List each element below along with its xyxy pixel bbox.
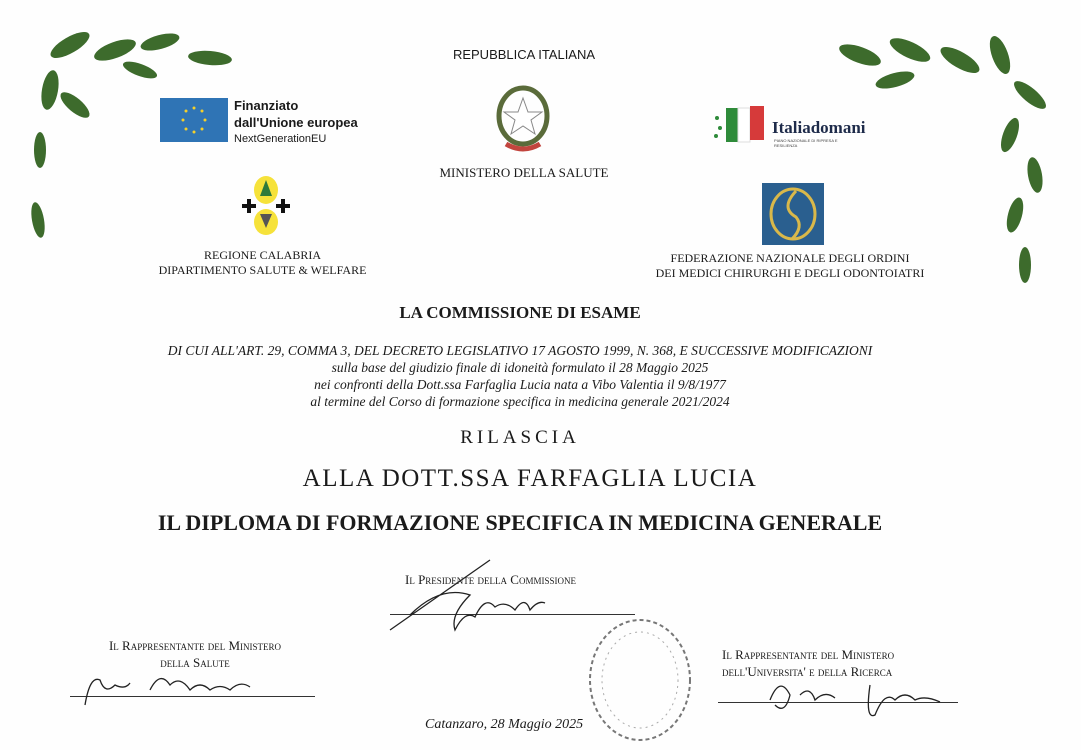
eu-funding-label (234, 97, 358, 148)
diploma-title: IL DIPLOMA DI FORMAZIONE SPECIFICA IN MEDICINA GENERALE (157, 510, 883, 535)
legal-line: al termine del Corso di formazione specifica in medicina generale 2021/2024 (310, 394, 730, 409)
university-rep-line1: Il Rappresentante del Ministero (722, 647, 895, 662)
health-rep-line1: Il Rappresentante del Ministero (108, 638, 282, 653)
university-rep-line2: dell'Universita' e della Ricerca (722, 664, 893, 679)
region-label (130, 248, 395, 278)
health-rep-signature (80, 665, 260, 710)
legal-text (100, 342, 940, 410)
legal-line: sulla base del giudizio finale di idoneità formulato il 28 Maggio 2025 (331, 360, 709, 375)
laurel-left-decoration (20, 20, 260, 280)
italiadomani-logo-icon (712, 104, 772, 146)
rilascia-heading: RILASCIA (460, 427, 580, 448)
recipient-name: ALLA DOTT.SSA FARFAGLIA LUCIA (302, 465, 758, 492)
legal-line: nei confronti della Dott.ssa Farfaglia Lucia nata a Vibo Valentia il 9/8/1977 (314, 377, 726, 392)
eu-line1: Finanziato (234, 98, 299, 113)
federation-line1: FEDERAZIONE NAZIONALE DEGLI ORDINI (670, 251, 910, 265)
eu-line3: NextGenerationEU (234, 133, 327, 145)
federation-logo-icon (762, 183, 824, 245)
president-label: Il Presidente della Commissione (405, 572, 576, 587)
italian-emblem-icon (488, 84, 558, 156)
official-stamp (585, 615, 695, 745)
federation-line2: DEI MEDICI CHIRURGHI E DEGLI ODONTOIATRI (655, 266, 925, 280)
commission-heading: LA COMMISSIONE DI ESAME (399, 303, 641, 322)
ministry-heading: MINISTERO DELLA SALUTE (439, 165, 609, 180)
federation-label (640, 251, 940, 281)
legal-line: DI CUI ALL'ART. 29, COMMA 3, DEL DECRETO LEGISLATIVO 17 AGOSTO 1999, N. 368, E SUCCESSIVE MODIFICAZIONI (167, 343, 873, 358)
health-rep-line2: della Salute (160, 655, 230, 670)
president-signature (380, 555, 580, 640)
republic-heading: REPUBBLICA ITALIANA (452, 47, 596, 62)
calabria-emblem-icon (236, 176, 296, 236)
region-line2: DIPARTIMENTO SALUTE & WELFARE (158, 263, 367, 277)
italiadomani-name: Italiadomani (772, 118, 866, 137)
italiadomani-sub: PIANO NAZIONALE DI RIPRESA E RESILIENZA (774, 138, 838, 148)
eu-flag-icon (160, 98, 228, 142)
region-line1: REGIONE CALABRIA (204, 248, 321, 262)
eu-line2: dall'Unione europea (234, 115, 358, 130)
university-rep-signature (760, 670, 950, 725)
place-date: Catanzaro, 28 Maggio 2025 (425, 717, 584, 732)
